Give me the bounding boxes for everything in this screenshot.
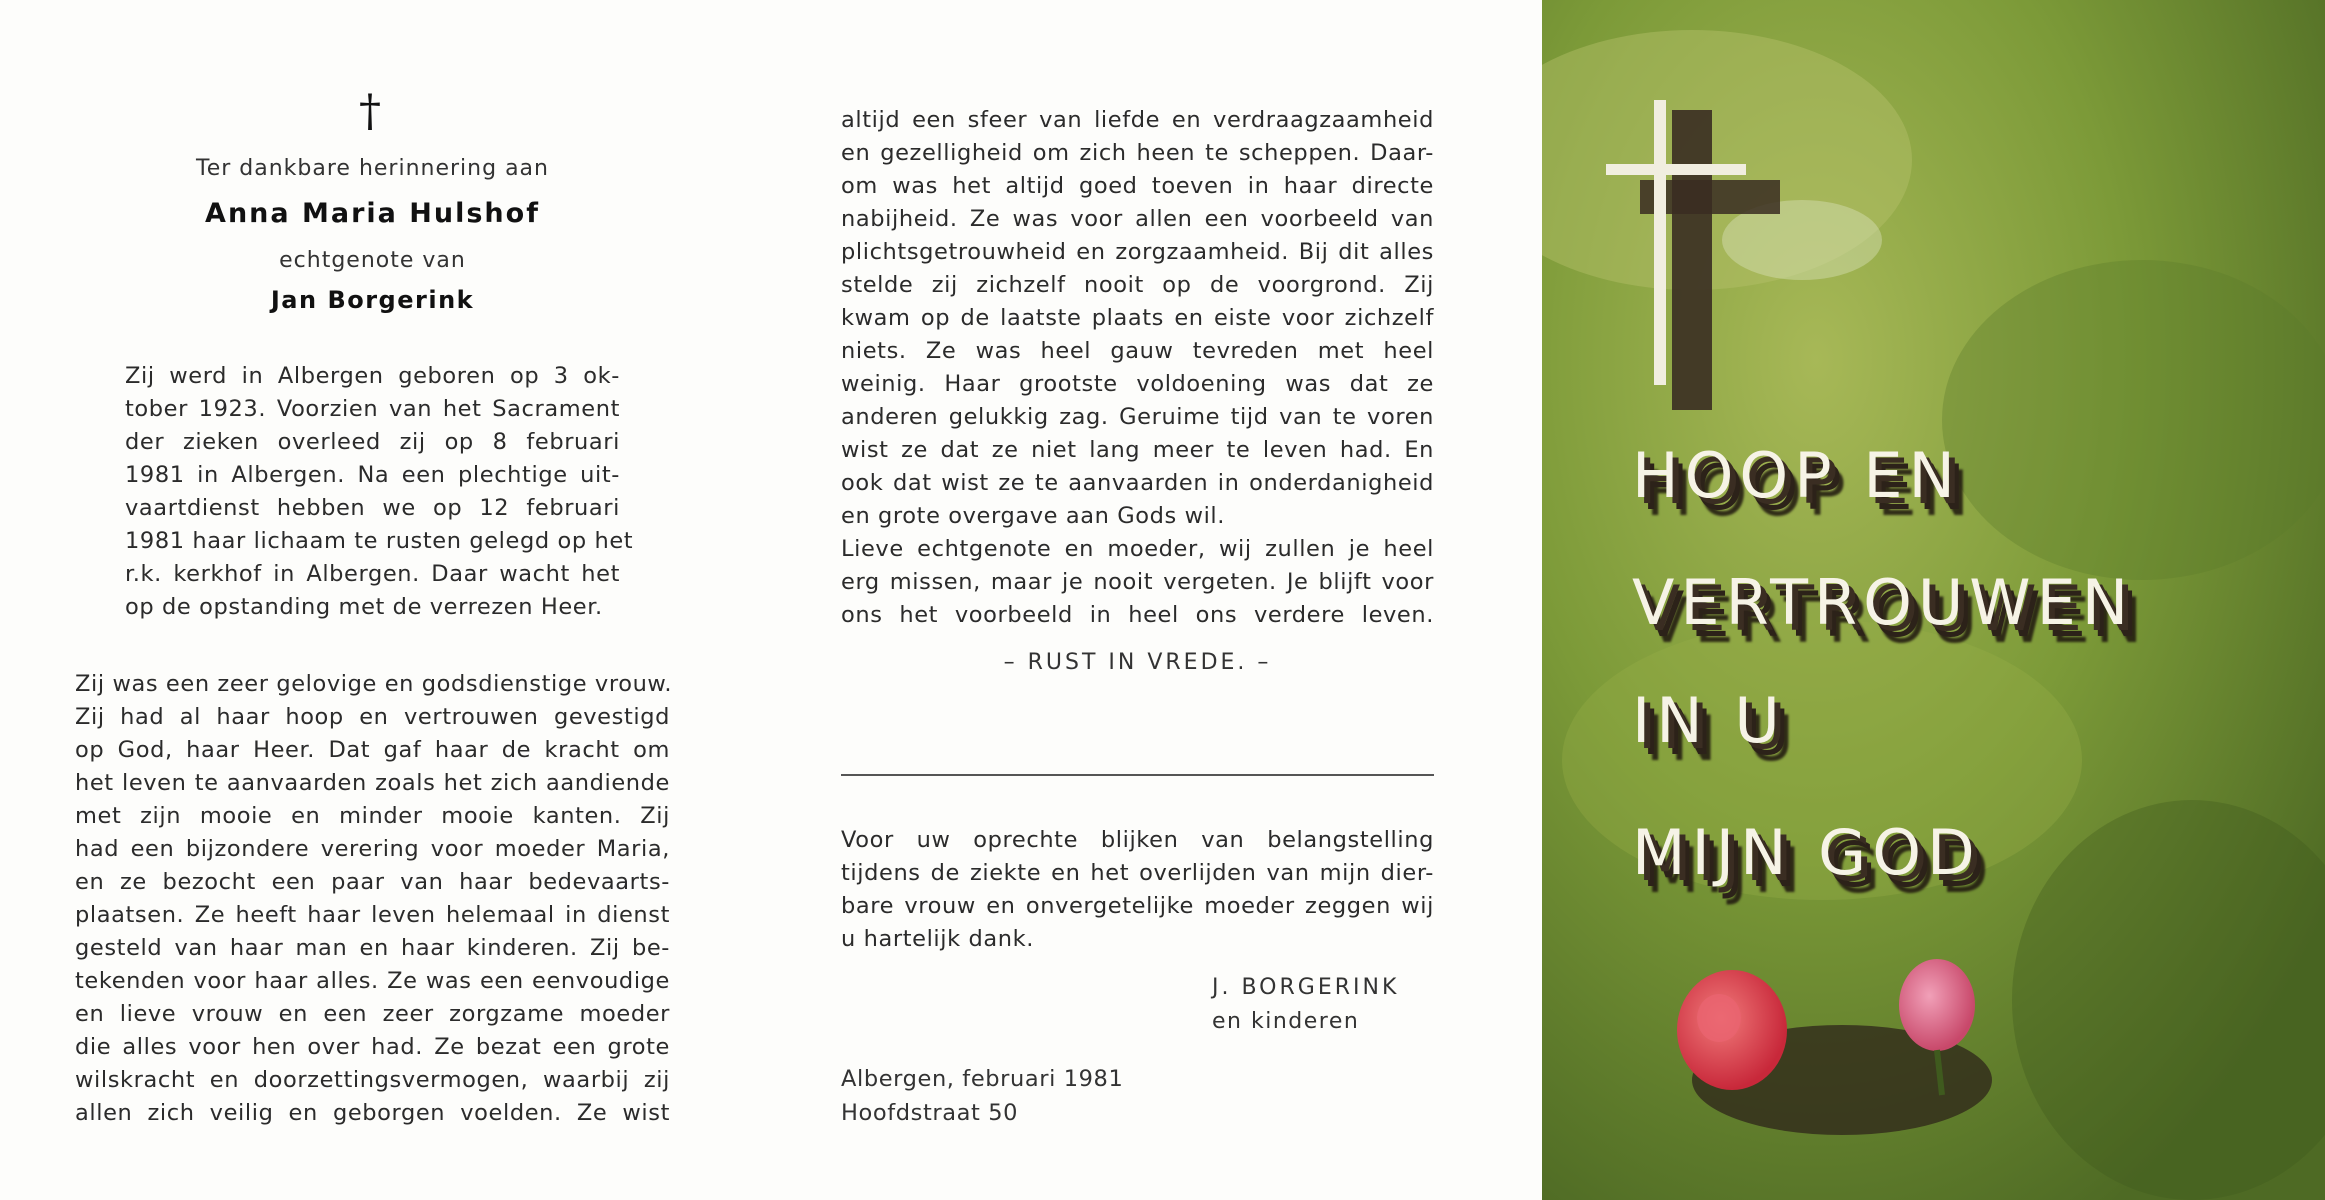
rest-in-peace: – RUST IN VREDE. – — [1003, 650, 1272, 675]
text-line: wilskracht en doorzettingsvermogen, waarbij zij — [75, 1067, 670, 1093]
biography-paragraph — [125, 360, 634, 624]
text-line: nabijheid. Ze was voor allen een voorbeeld van — [841, 206, 1434, 232]
relation-line: echtgenote van — [279, 248, 466, 273]
text-line: 1981 in Albergen. Na een plechtige uit- — [125, 462, 620, 488]
text-line: Zij werd in Albergen geboren op 3 ok- — [125, 363, 620, 389]
text-line: tober 1923. Voorzien van het Sacrament — [125, 396, 620, 422]
text-line: gesteld van haar man en haar kinderen. Zij be- — [75, 935, 670, 961]
place-date: Albergen, februari 1981 — [841, 1066, 1124, 1092]
stone-cross-icon — [1654, 100, 1666, 385]
text-line: op God, haar Heer. Dat gaf haar de kracht om — [75, 737, 670, 763]
text-line: en gezelligheid om zich heen te scheppen. Daar- — [841, 140, 1434, 166]
text-line: om was het altijd goed toeven in haar directe — [841, 173, 1434, 199]
text-line: allen zich veilig en geborgen voelden. Ze wist — [75, 1100, 670, 1126]
cross-icon: † — [359, 86, 381, 137]
text-line: kwam op de laatste plaats en eiste voor zichzelf — [841, 305, 1434, 331]
text-line: plichtsgetrouwheid en zorgzaamheid. Bij dit alles — [841, 239, 1434, 265]
text-line: Voor uw oprechte blijken van belangstelling — [841, 827, 1434, 853]
life-paragraph — [75, 668, 673, 1130]
signer-name: J. BORGERINK — [1212, 975, 1400, 1000]
text-line: met zijn mooie en minder mooie kanten. Zij — [75, 803, 670, 829]
text-line: tekenden voor haar alles. Ze was een eenvoudige — [75, 968, 670, 994]
address: Hoofdstraat 50 — [841, 1100, 1019, 1126]
text-line: wist ze dat ze niet lang meer te leven had. En — [841, 437, 1434, 463]
picture-page — [1542, 0, 2325, 1200]
text-line: bare vrouw en onvergetelijke moeder zeggen wij — [841, 893, 1434, 919]
text-line: die alles voor hen over had. Ze bezat een grote — [75, 1034, 670, 1060]
text-line: der zieken overleed zij op 8 februari — [125, 429, 620, 455]
slogan-line: HOOP EN — [1632, 439, 1961, 512]
text-line: ons het voorbeeld in heel ons verdere leven. — [841, 602, 1434, 628]
deceased-name: Anna Maria Hulshof — [205, 198, 540, 229]
text-line: 1981 haar lichaam te rusten gelegd op het — [125, 528, 634, 554]
continuation-paragraph — [841, 104, 1434, 632]
divider-line — [841, 774, 1434, 776]
text-line: u hartelijk dank. — [841, 926, 1035, 952]
intro-line: Ter dankbare herinnering aan — [196, 156, 549, 181]
text-line: altijd een sfeer van liefde en verdraagzaamheid — [841, 107, 1434, 133]
spouse-name: Jan Borgerink — [270, 286, 475, 314]
text-line: en ze bezocht een paar van haar bedevaarts- — [75, 869, 670, 895]
slogan-line: MIJN GOD — [1632, 816, 1981, 889]
text-line: Zij had al haar hoop en vertrouwen gevestigd — [75, 704, 670, 730]
signer-sub: en kinderen — [1212, 1009, 1360, 1034]
text-line: vaartdienst hebben we op 12 februari — [125, 495, 620, 521]
text-line: en lieve vrouw en een zeer zorgzame moeder — [75, 1001, 670, 1027]
text-line: Lieve echtgenote en moeder, wij zullen je heel — [841, 536, 1434, 562]
text-line: ook dat wist ze te aanvaarden in onderdanigheid — [841, 470, 1434, 496]
slogan-line: IN U — [1632, 684, 1786, 757]
text-line: weinig. Haar grootste voldoening was dat ze — [841, 371, 1434, 397]
text-line: erg missen, maar je nooit vergeten. Je blijft voor — [841, 569, 1434, 595]
thanks-paragraph — [841, 824, 1434, 956]
text-line: op de opstanding met de verrezen Heer. — [125, 594, 603, 620]
text-line: Zij was een zeer gelovige en godsdienstige vrouw. — [75, 671, 673, 697]
text-line: anderen gelukkig zag. Geruime tijd van te voren — [841, 404, 1434, 430]
text-line: plaatsen. Ze heeft haar leven helemaal in dienst — [75, 902, 670, 928]
text-line: het leven te aanvaarden zoals het zich aandiende — [75, 770, 670, 796]
text-line: r.k. kerkhof in Albergen. Daar wacht het — [125, 561, 620, 587]
text-line: tijdens de ziekte en het overlijden van mijn dier- — [841, 860, 1434, 886]
text-line: stelde zij zichzelf nooit op de voorgrond. Zij — [841, 272, 1434, 298]
text-line: niets. Ze was heel gauw tevreden met heel — [841, 338, 1434, 364]
text-line: had een bijzondere verering voor moeder Maria, — [75, 836, 670, 862]
text-line: en grote overgave aan Gods wil. — [841, 503, 1226, 529]
slogan-line: VERTROUWEN — [1632, 566, 2135, 639]
